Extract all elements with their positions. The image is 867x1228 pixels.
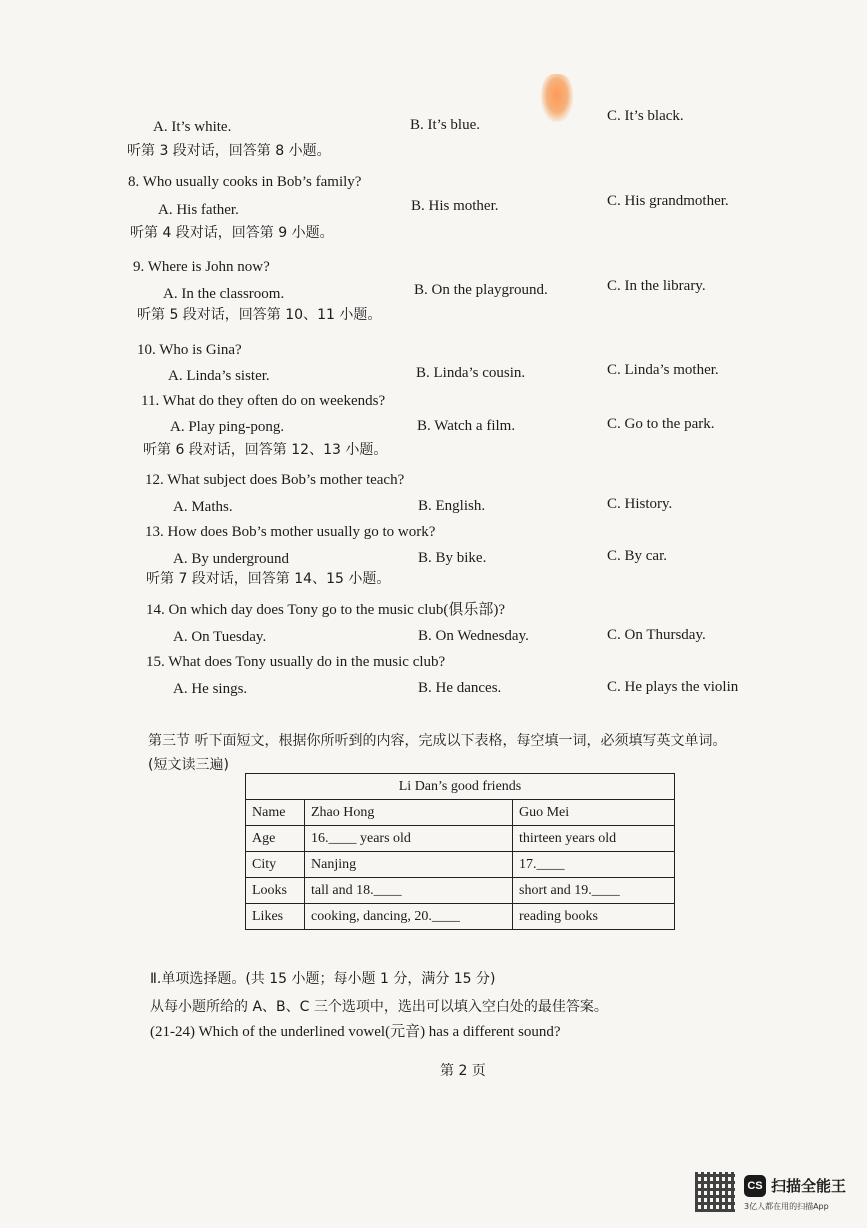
line-q21: (21-24) Which of the underlined vowel(元音) has a different sound? xyxy=(150,1024,561,1040)
line-q7a: A. It’s white. xyxy=(153,119,232,135)
friends-table xyxy=(245,773,675,930)
qr-code-icon xyxy=(695,1172,735,1212)
line-q14c: C. On Thursday. xyxy=(607,627,706,643)
line-q14: 14. On which day does Tony go to the music club(俱乐部)? xyxy=(146,602,506,618)
table-cell: Nanjing xyxy=(305,852,513,878)
line-sec3: 听第 3 段对话，回答第 8 小题。 xyxy=(127,143,331,159)
line-part3: 第三节 听下面短文，根据你所听到的内容，完成以下表格，每空填一词，必须填写英文单词。 xyxy=(148,733,727,749)
line-q13b: B. By bike. xyxy=(418,550,487,566)
table-cell: Zhao Hong xyxy=(305,800,513,826)
line-q10b: B. Linda’s cousin. xyxy=(416,365,526,381)
table-cell: Name xyxy=(246,800,305,826)
table-cell: City xyxy=(246,852,305,878)
line-sec4: 听第 4 段对话，回答第 9 小题。 xyxy=(130,225,334,241)
line-q12a: A. Maths. xyxy=(173,499,233,515)
line-part3note: (短文读三遍) xyxy=(148,757,229,773)
table-cell: Guo Mei xyxy=(513,800,675,826)
line-part2: Ⅱ.单项选择题。(共 15 小题；每小题 1 分，满分 15 分) xyxy=(150,971,496,987)
table-cell: tall and 18.____ xyxy=(305,878,513,904)
line-q14a: A. On Tuesday. xyxy=(173,629,267,645)
table-cell: cooking, dancing, 20.____ xyxy=(305,904,513,930)
table-title-row xyxy=(246,774,675,800)
line-q9c: C. In the library. xyxy=(607,278,706,294)
line-q15b: B. He dances. xyxy=(418,680,502,696)
line-q11c: C. Go to the park. xyxy=(607,416,715,432)
line-q8: 8. Who usually cooks in Bob’s family? xyxy=(128,174,362,190)
scanner-brand: 扫描全能王 xyxy=(771,1177,847,1195)
line-q10: 10. Who is Gina? xyxy=(137,342,242,358)
table-cell: Likes xyxy=(246,904,305,930)
table-cell: Looks xyxy=(246,878,305,904)
line-q9a: A. In the classroom. xyxy=(163,286,285,302)
line-q7c: C. It’s black. xyxy=(607,108,684,124)
table-cell: short and 19.____ xyxy=(513,878,675,904)
line-q10a: A. Linda’s sister. xyxy=(168,368,270,384)
line-q13c: C. By car. xyxy=(607,548,667,564)
line-q11a: A. Play ping-pong. xyxy=(170,419,285,435)
line-sec7: 听第 7 段对话，回答第 14、15 小题。 xyxy=(146,571,391,587)
camscanner-logo-icon: CS xyxy=(744,1175,766,1197)
line-q12b: B. English. xyxy=(418,498,486,514)
line-q12: 12. What subject does Bob’s mother teach? xyxy=(145,472,405,488)
line-q13: 13. How does Bob’s mother usually go to work? xyxy=(145,524,436,540)
ink-stain xyxy=(541,74,573,122)
table-row xyxy=(246,800,675,826)
line-q7b: B. It’s blue. xyxy=(410,117,480,133)
line-q15: 15. What does Tony usually do in the music club? xyxy=(146,654,446,670)
table-cell: thirteen years old xyxy=(513,826,675,852)
table-row xyxy=(246,826,675,852)
line-q9b: B. On the playground. xyxy=(414,282,548,298)
line-part2inst: 从每小题所给的 A、B、C 三个选项中，选出可以填入空白处的最佳答案。 xyxy=(150,999,608,1015)
line-q14b: B. On Wednesday. xyxy=(418,628,529,644)
line-q8b: B. His mother. xyxy=(411,198,499,214)
table-cell: 16.____ years old xyxy=(305,826,513,852)
line-q15c: C. He plays the violin xyxy=(607,679,739,695)
line-sec6: 听第 6 段对话，回答第 12、13 小题。 xyxy=(143,442,388,458)
line-pagenum: 第 2 页 xyxy=(440,1063,486,1079)
scanner-slogan: 3亿人都在用的扫描App xyxy=(744,1202,829,1211)
line-q15a: A. He sings. xyxy=(173,681,248,697)
table-body xyxy=(246,800,675,930)
table-row xyxy=(246,904,675,930)
line-q8c: C. His grandmother. xyxy=(607,193,729,209)
line-q11: 11. What do they often do on weekends? xyxy=(141,393,386,409)
line-q10c: C. Linda’s mother. xyxy=(607,362,719,378)
line-q11b: B. Watch a film. xyxy=(417,418,516,434)
table-title: Li Dan’s good friends xyxy=(246,774,675,800)
table-cell: Age xyxy=(246,826,305,852)
line-q12c: C. History. xyxy=(607,496,673,512)
table-row xyxy=(246,878,675,904)
table-cell: 17.____ xyxy=(513,852,675,878)
table-row xyxy=(246,852,675,878)
line-q9: 9. Where is John now? xyxy=(133,259,270,275)
line-q13a: A. By underground xyxy=(173,551,289,567)
line-sec5: 听第 5 段对话，回答第 10、11 小题。 xyxy=(137,307,382,323)
table-cell: reading books xyxy=(513,904,675,930)
line-q8a: A. His father. xyxy=(158,202,239,218)
